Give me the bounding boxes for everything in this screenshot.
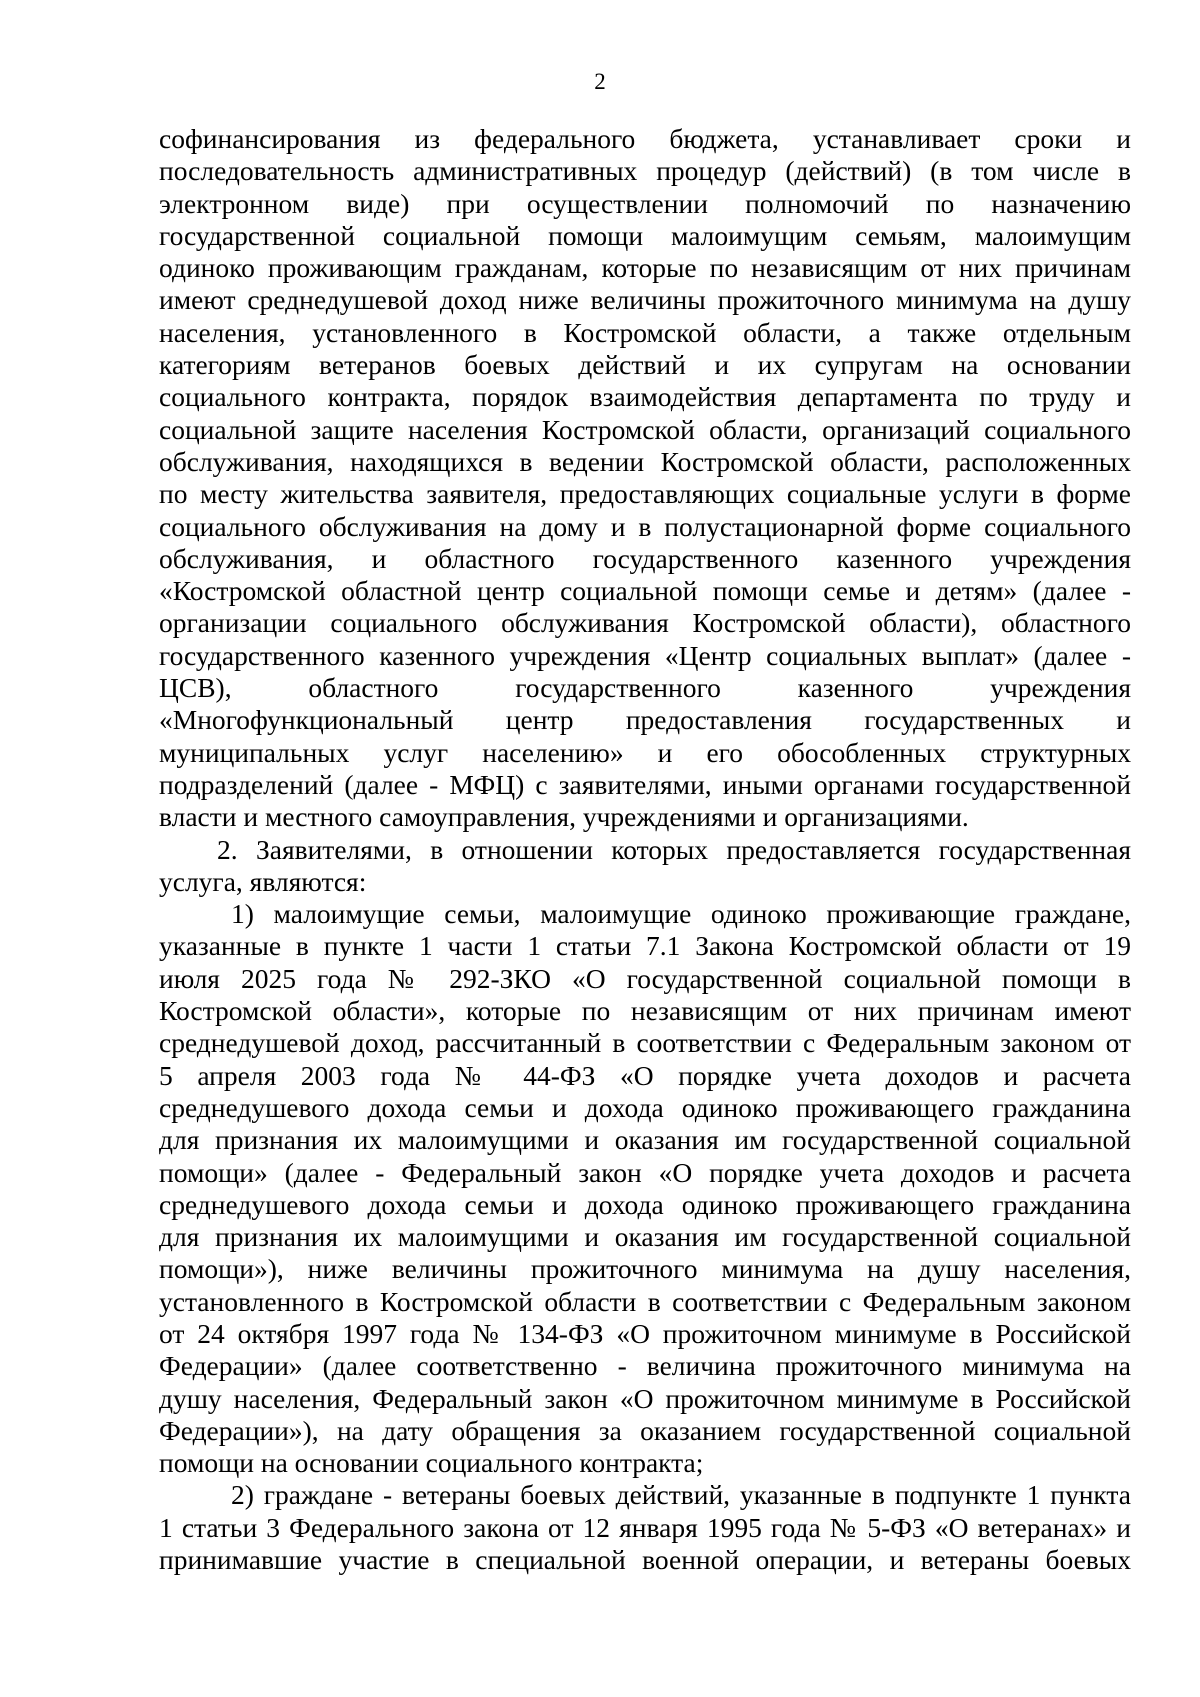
text-line: среднедушевой доход, рассчитанный в соответствии с Федеральным законом от (159, 1027, 1131, 1059)
text-line: установленного в Костромской области в соответствии с Федеральным законом (159, 1285, 1131, 1317)
text-line: указанные в пункте 1 части 1 статьи 7.1 Закона Костромской области от 19 (159, 930, 1131, 962)
text-line: помощи на основании социального контракта; (159, 1447, 704, 1479)
text-line: государственной социальной помощи малоимущим семьям, малоимущим (159, 219, 1131, 251)
text-line: организации социального обслуживания Костромской области), областного (159, 607, 1131, 639)
text-line: от 24 октября 1997 года № 134-ФЗ «О прожиточном минимуме в Российской (159, 1317, 1131, 1349)
text-line: Федерации» (далее соответственно - величина прожиточного минимума на (159, 1350, 1131, 1382)
page-number: 2 (594, 69, 606, 94)
text-line: муниципальных услуг населению» и его обособленных структурных (159, 736, 1131, 768)
text-line: помощи» (далее - Федеральный закон «О порядке учета доходов и расчета (159, 1156, 1131, 1188)
text-line: принимавшие участие в специальной военной операции, и ветераны боевых (159, 1544, 1131, 1576)
text-line: Костромской области», которые по независящим от них причинам имеют (159, 995, 1131, 1027)
text-line: ЦСВ), областного государственного казенного учреждения (159, 672, 1131, 704)
text-line: социального обслуживания на дому и в полустационарной форме социального (159, 510, 1131, 542)
text-line: для признания их малоимущими и оказания им государственной социальной (159, 1221, 1131, 1253)
text-line: софинансирования из федерального бюджета, устанавливает сроки и (159, 123, 1131, 154)
list-item-start-line: 1) малоимущие семьи, малоимущие одиноко проживающие граждане, (231, 898, 1131, 930)
text-line: июля 2025 года № 292-ЗКО «О государственной социальной помощи в (159, 962, 1131, 994)
text-line: душу населения, Федеральный закон «О прожиточном минимуме в Российской (159, 1382, 1131, 1414)
document-body (159, 123, 1131, 1576)
text-line: помощи»), ниже величины прожиточного минимума на душу населения, (159, 1253, 1131, 1285)
paragraph-start-line: 2. Заявителями, в отношении которых предоставляется государственная (217, 833, 1131, 865)
text-line: одиноко проживающим гражданам, которые по независящим от них причинам (159, 252, 1131, 284)
text-line: обслуживания, и областного государственного казенного учреждения (159, 542, 1131, 574)
text-line: подразделений (далее - МФЦ) с заявителями, иными органами государственной (159, 768, 1131, 800)
text-line: власти и местного самоуправления, учреждениями и организациями. (159, 801, 969, 833)
text-line: «Многофункциональный центр предоставления государственных и (159, 704, 1131, 736)
text-line: категориям ветеранов боевых действий и их супругам на основании (159, 349, 1131, 381)
text-line: социальной защите населения Костромской области, организаций социального (159, 413, 1131, 445)
text-line: государственного казенного учреждения «Центр социальных выплат» (далее - (159, 639, 1131, 671)
text-line: последовательность административных процедур (действий) (в том числе в (159, 155, 1131, 187)
text-line: услуга, являются: (159, 865, 367, 897)
text-line: имеют среднедушевой доход ниже величины прожиточного минимума на душу (159, 284, 1131, 316)
text-line: населения, установленного в Костромской области, а также отдельным (159, 316, 1131, 348)
text-line: электронном виде) при осуществлении полномочий по назначению (159, 187, 1131, 219)
list-item-start-line: 2) граждане - ветераны боевых действий, указанные в подпункте 1 пункта (231, 1479, 1131, 1511)
text-line: обслуживания, находящихся в ведении Костромской области, расположенных (159, 445, 1131, 477)
text-line: «Костромской областной центр социальной помощи семье и детям» (далее - (159, 575, 1131, 607)
text-line: среднедушевого дохода семьи и дохода одиноко проживающего гражданина (159, 1188, 1131, 1220)
text-line: 5 апреля 2003 года № 44-ФЗ «О порядке учета доходов и расчета (159, 1059, 1131, 1091)
text-line: социального контракта, порядок взаимодействия департамента по труду и (159, 381, 1131, 413)
text-line: для признания их малоимущими и оказания им государственной социальной (159, 1124, 1131, 1156)
text-line: 1 статьи 3 Федерального закона от 12 января 1995 года № 5-ФЗ «О ветеранах» и (159, 1511, 1131, 1543)
text-line: среднедушевого дохода семьи и дохода одиноко проживающего гражданина (159, 1091, 1131, 1123)
text-line: Федерации»), на дату обращения за оказанием государственной социальной (159, 1414, 1131, 1446)
text-line: по месту жительства заявителя, предоставляющих социальные услуги в форме (159, 478, 1131, 510)
